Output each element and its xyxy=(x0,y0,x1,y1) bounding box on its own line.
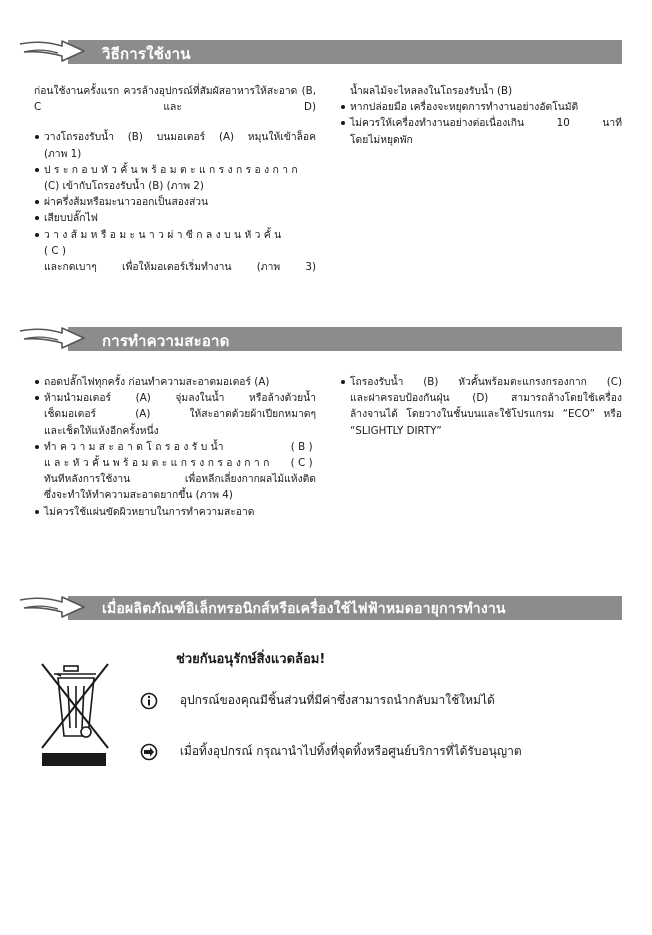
cleaning-list-left xyxy=(34,374,316,520)
cleaning-list-right xyxy=(340,374,622,439)
usage-continuation: น้ำผลไม้จะไหลลงในโถรองรับน้ำ (B) xyxy=(350,85,513,97)
cleaning-right-column xyxy=(340,374,622,439)
list-item: วางส้มหรือมะนาวผ่าซีกลงบนหัวคั้น (C) และกดเบาๆ เพื่อให้มอเตอร์เริ่มทำงาน (ภาพ 3) xyxy=(34,227,316,276)
info-text: อุปกรณ์ของคุณมีชิ้นส่วนที่มีค่าซึ่งสามารถนำกลับมาใช้ใหม่ได้ xyxy=(179,693,495,707)
list-item: หากปล่อยมือ เครื่องจะหยุดการทำงานอย่างอัตโนมัติ xyxy=(340,99,622,115)
list-item: ประกอบหัวคั้นพร้อมตะแกรงกรองกาก (C) เข้ากับโถรองรับน้ำ (B) (ภาพ 2) xyxy=(34,162,316,194)
list-item: ทำความสะอาดโถรองรับน้ำ (B) และหัวคั้นพร้อมตะแกรงกรองกาก (C) ทันทีหลังการใช้งาน เพื่อหลีกเลี่ยงกากผลไม้แห้งติด ซึ่งจะทำให้ทำความสะอาดยากขึ้น (ภาพ 4) xyxy=(34,439,316,504)
crossed-bin-icon xyxy=(38,660,112,768)
info-circle-icon xyxy=(140,692,158,710)
disposal-slogan: ช่วยกันอนุรักษ์สิ่งแวดล้อม! xyxy=(176,652,326,667)
double-arrow-icon xyxy=(18,325,88,353)
double-arrow-icon xyxy=(18,38,88,66)
usage-left-column xyxy=(34,83,316,275)
arrow-row xyxy=(140,742,522,761)
section-header-disposal xyxy=(18,594,622,622)
list-item: ไม่ควรให้เครื่องทำงานอย่างต่อเนื่องเกิน 10 นาที โดยไม่หยุดพัก xyxy=(340,115,622,147)
section-title: เมื่อผลิตภัณฑ์อิเล็กทรอนิกส์หรือเครื่องใช้ไฟฟ้าหมดอายุการทำงาน xyxy=(102,601,506,617)
usage-intro: ก่อนใช้งานครั้งแรก ควรล้างอุปกรณ์ที่สัมผัสอาหารให้สะอาด (B, C และ D) xyxy=(34,85,316,114)
arrow-circle-icon xyxy=(140,743,158,761)
usage-notes-list xyxy=(340,99,622,148)
usage-right-column xyxy=(340,83,622,148)
list-item: ผ่าครึ่งส้มหรือมะนาวออกเป็นสองส่วน xyxy=(34,194,316,210)
arrow-text: เมื่อทิ้งอุปกรณ์ กรุณานำไปทิ้งที่จุดทิ้งหรือศูนย์บริการที่ได้รับอนุญาต xyxy=(179,744,522,758)
double-arrow-icon xyxy=(18,594,88,622)
section-header-cleaning xyxy=(18,325,622,353)
list-item: ถอดปลั๊กไฟทุกครั้ง ก่อนทำความสะอาดมอเตอร์ (A) xyxy=(34,374,316,390)
cleaning-left-column xyxy=(34,374,316,520)
list-item: ไม่ควรใช้แผ่นขัดผิวหยาบในการทำความสะอาด xyxy=(34,504,316,520)
list-item: เสียบปลั๊กไฟ xyxy=(34,210,316,226)
list-item: โถรองรับน้ำ (B) หัวคั้นพร้อมตะแกรงกรองกาก (C) และฝาครอบป้องกันฝุ่น (D) สามารถล้างโดยใช้เครื่อง ล้างจานได้ โดยวางในชั้นบนและใช้โปรแกรม “ECO” หรือ “SLIGHTLY DIRTY” xyxy=(340,374,622,439)
section-header-usage xyxy=(18,38,622,66)
list-item: ห้ามนำมอเตอร์ (A) จุ่มลงในน้ำ หรือล้างด้วยน้ำ เช็ดมอเตอร์ (A) ให้สะอาดด้วยผ้าเปียกหมาดๆ และเช็ดให้แห้งอีกครั้งหนึ่ง xyxy=(34,390,316,439)
section-title: การทำความสะอาด xyxy=(102,332,230,350)
list-item: วางโถรองรับน้ำ (B) บนมอเตอร์ (A) หมุนให้เข้าล็อค (ภาพ 1) xyxy=(34,129,316,161)
info-row xyxy=(140,691,495,710)
section-title: วิธีการใช้งาน xyxy=(102,45,191,63)
usage-steps-list xyxy=(34,129,316,275)
